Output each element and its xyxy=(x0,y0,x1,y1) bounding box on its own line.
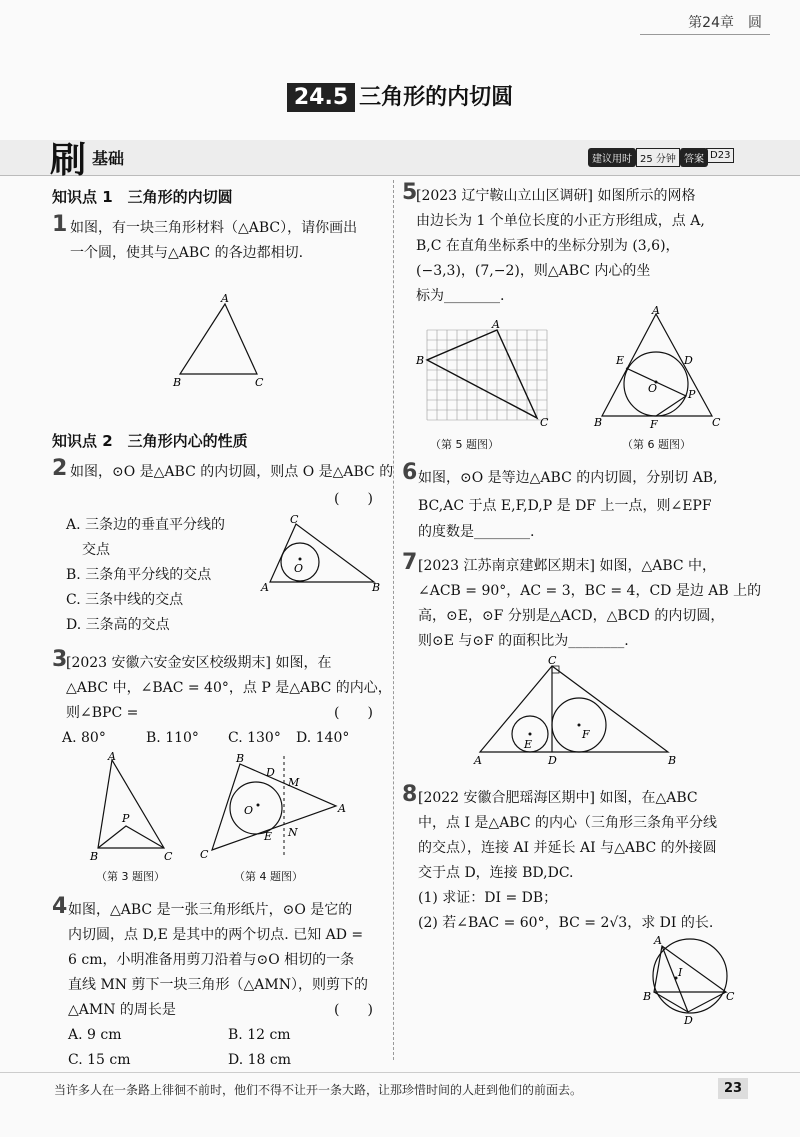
q4-option-b: B. 12 cm xyxy=(228,1027,291,1043)
q2-line1: 如图，⊙O 是△ABC 的内切圆，则点 O 是△ABC 的 xyxy=(70,464,394,480)
header-rule xyxy=(640,34,770,35)
q4-line2: 内切圆，点 D,E 是其中的两个切点. 已知 AD = xyxy=(68,927,364,943)
q5-line1: [2023 辽宁鞍山立山区调研] 如图所示的网格 xyxy=(416,188,696,204)
q4-number: 4 xyxy=(52,894,68,919)
label-D: D xyxy=(684,354,693,367)
knowledge-point-2: 知识点 2 三角形内心的性质 xyxy=(52,432,248,450)
label-B: B xyxy=(372,581,381,594)
fig4-caption: （第 4 题图） xyxy=(234,870,303,883)
q4-line3: 6 cm，小明准备用剪刀沿着与⊙O 相切的一条 xyxy=(68,952,355,968)
q1-line1: 如图，有一块三角形材料（△ABC），请你画出 xyxy=(70,220,358,236)
label-C: C xyxy=(712,416,721,429)
label-E: E xyxy=(524,738,533,751)
q6-line2: BC,AC 于点 E,F,D,P 是 DF 上一点，则∠EPF xyxy=(418,498,712,514)
label-A: A xyxy=(221,292,229,305)
q2-figure xyxy=(256,512,386,594)
q7-figure xyxy=(470,654,680,766)
label-B: B xyxy=(668,754,677,766)
q3-option-c: C. 130° xyxy=(228,730,281,746)
label-A: A xyxy=(654,934,662,947)
q4-option-c: C. 15 cm xyxy=(68,1052,131,1068)
q6-line1: 如图，⊙O 是等边△ABC 的内切圆，分别切 AB, xyxy=(418,470,718,486)
label-A: A xyxy=(338,802,346,815)
label-C: C xyxy=(726,990,735,1003)
q2-option-d: D. 三条高的交点 xyxy=(66,617,170,633)
q4-incircle xyxy=(230,782,282,834)
q7-triangle xyxy=(480,666,668,752)
q5-triangle xyxy=(427,330,537,418)
q8-line3: 的交点），连接 AI 并延长 AI 与△ABC 的外接圆 xyxy=(418,840,717,856)
label-C: C xyxy=(255,376,264,389)
q3-triangle xyxy=(98,760,164,848)
q3-line1: [2023 安徽六安金安区校级期末] 如图，在 xyxy=(66,655,332,671)
label-B: B xyxy=(416,354,425,367)
label-A: A xyxy=(474,754,482,766)
q7-line3: 高，⊙E，⊙F 分别是△ACD，△BCD 的内切圆， xyxy=(418,608,725,624)
q8-line1: [2022 安徽合肥瑶海区期中] 如图，在△ABC xyxy=(418,790,698,806)
q2-center-dot xyxy=(299,558,302,561)
label-C: C xyxy=(540,416,549,428)
section-number: 24.5 xyxy=(287,83,355,112)
q3-line3: 则∠BPC = xyxy=(66,705,139,721)
q5-line2: 由边长为 1 个单位长度的小正方形组成，点 A, xyxy=(416,213,705,229)
q5-line3: B,C 在直角坐标系中的坐标分别为 (3,6)， xyxy=(416,238,680,254)
time-label: 建议用时 xyxy=(588,148,636,167)
label-D: D xyxy=(684,1014,693,1024)
q8-line4: 交于点 D，连接 BD,DC. xyxy=(418,865,574,881)
q5-number: 5 xyxy=(402,180,418,205)
label-F: F xyxy=(582,728,590,741)
q1-figure xyxy=(165,292,275,392)
knowledge-point-1: 知识点 1 三角形的内切圆 xyxy=(52,188,233,206)
label-A: A xyxy=(492,318,500,331)
q7-line2: ∠ACB = 90°，AC = 3，BC = 4，CD 是边 AB 上的 xyxy=(418,583,762,599)
q3-option-d: D. 140° xyxy=(296,730,350,746)
label-C: C xyxy=(548,654,557,667)
q8-lines-bd-dc xyxy=(654,992,726,1012)
q5-line4: (−3,3)，(7,−2)，则△ABC 内心的坐 xyxy=(416,263,651,279)
q8-part1: (1) 求证：DI = DB； xyxy=(418,890,558,906)
label-E: E xyxy=(616,354,625,367)
q2-option-a-cont: 交点 xyxy=(82,542,110,558)
q2-option-c: C. 三条中线的交点 xyxy=(66,592,184,608)
q2-triangle xyxy=(270,524,374,582)
q2-answer-paren: ( ) xyxy=(334,491,373,507)
q5-line5: 标为________. xyxy=(416,288,505,304)
label-D: D xyxy=(266,766,275,779)
label-M: M xyxy=(288,776,300,789)
q6-figure xyxy=(588,306,728,430)
label-B: B xyxy=(173,376,182,389)
footer-rule xyxy=(0,1072,800,1073)
fig5-caption: （第 5 题图） xyxy=(430,438,499,451)
q1-triangle xyxy=(180,304,257,374)
footer-quote: 当许多人在一条路上徘徊不前时，他们不得不让开一条大路，让那珍惜时间的人赶到他们的前面去。 xyxy=(54,1083,583,1097)
q7-center-e xyxy=(529,733,532,736)
label-D: D xyxy=(548,754,557,766)
q3-option-b: B. 110° xyxy=(146,730,199,746)
answer-label: 答案 xyxy=(680,148,708,167)
q5-grid-figure xyxy=(412,318,562,428)
label-P: P xyxy=(122,812,130,825)
fig6-caption: （第 6 题图） xyxy=(622,438,691,451)
section-title xyxy=(0,80,800,112)
label-A: A xyxy=(652,306,660,317)
q4-line5: △AMN 的周长是 xyxy=(68,1002,176,1018)
q4-figure xyxy=(196,752,356,864)
answer-page: D23 xyxy=(706,148,734,163)
level-label: 基础 xyxy=(92,149,125,168)
q7-number: 7 xyxy=(402,550,418,575)
q3-line2: △ABC 中，∠BAC = 40°，点 P 是△ABC 的内心， xyxy=(66,680,392,696)
q4-answer-paren: ( ) xyxy=(334,1002,373,1018)
q7-line4: 则⊙E 与⊙F 的面积比为________. xyxy=(418,633,629,649)
label-E: E xyxy=(264,830,273,843)
q6-number: 6 xyxy=(402,460,418,485)
q4-center-dot xyxy=(257,804,260,807)
q3-bpc-lines xyxy=(98,826,164,848)
q7-center-f xyxy=(578,724,581,727)
label-F: F xyxy=(650,418,658,430)
brush-char: 刷 xyxy=(50,140,87,181)
q3-figure xyxy=(84,752,184,864)
q1-line2: 一个圆，使其与△ABC 的各边都相切. xyxy=(70,245,304,261)
label-C: C xyxy=(164,850,173,863)
label-B: B xyxy=(594,416,603,429)
q6-line3: 的度数是________. xyxy=(418,524,535,540)
label-O: O xyxy=(648,382,658,395)
time-value: 25 分钟 xyxy=(636,148,680,167)
q4-option-a: A. 9 cm xyxy=(68,1027,122,1043)
label-B: B xyxy=(90,850,99,863)
label-N: N xyxy=(288,826,298,839)
q8-part2: (2) 若∠BAC = 60°，BC = 2√3，求 DI 的长. xyxy=(418,915,714,931)
q3-number: 3 xyxy=(52,647,68,672)
q5-grid xyxy=(427,330,547,420)
label-A: A xyxy=(261,581,269,594)
q2-option-b: B. 三条角平分线的交点 xyxy=(66,567,212,583)
label-I: I xyxy=(678,966,683,979)
q4-option-d: D. 18 cm xyxy=(228,1052,292,1068)
q8-number: 8 xyxy=(402,782,418,807)
q4-line1: 如图，△ABC 是一张三角形纸片，⊙O 是它的 xyxy=(68,902,353,918)
label-O: O xyxy=(244,804,254,817)
page-number: 23 xyxy=(718,1078,748,1099)
q2-number: 2 xyxy=(52,456,68,481)
q8-figure xyxy=(640,934,740,1024)
label-B: B xyxy=(643,990,652,1003)
column-divider xyxy=(393,180,394,1060)
label-B: B xyxy=(236,752,245,765)
label-C: C xyxy=(200,848,209,861)
q1-number: 1 xyxy=(52,212,68,237)
label-O: O xyxy=(294,562,304,575)
label-C: C xyxy=(290,513,299,526)
q2-option-a: A. 三条边的垂直平分线的 xyxy=(66,517,226,533)
chapter-header: 第24章 圆 xyxy=(688,15,762,31)
q3-answer-paren: ( ) xyxy=(334,705,373,721)
q4-line4: 直线 MN 剪下一块三角形（△AMN），则剪下的 xyxy=(68,977,368,993)
label-P: P xyxy=(688,388,696,401)
q7-line1: [2023 江苏南京建邺区期末] 如图，△ABC 中， xyxy=(418,558,717,574)
q3-option-a: A. 80° xyxy=(62,730,106,746)
fig3-caption: （第 3 题图） xyxy=(96,870,165,883)
label-A: A xyxy=(108,752,116,763)
section-title-text: 三角形的内切圆 xyxy=(359,85,514,110)
q8-line2: 中，点 I 是△ABC 的内心（三角形三条角平分线 xyxy=(418,815,718,831)
